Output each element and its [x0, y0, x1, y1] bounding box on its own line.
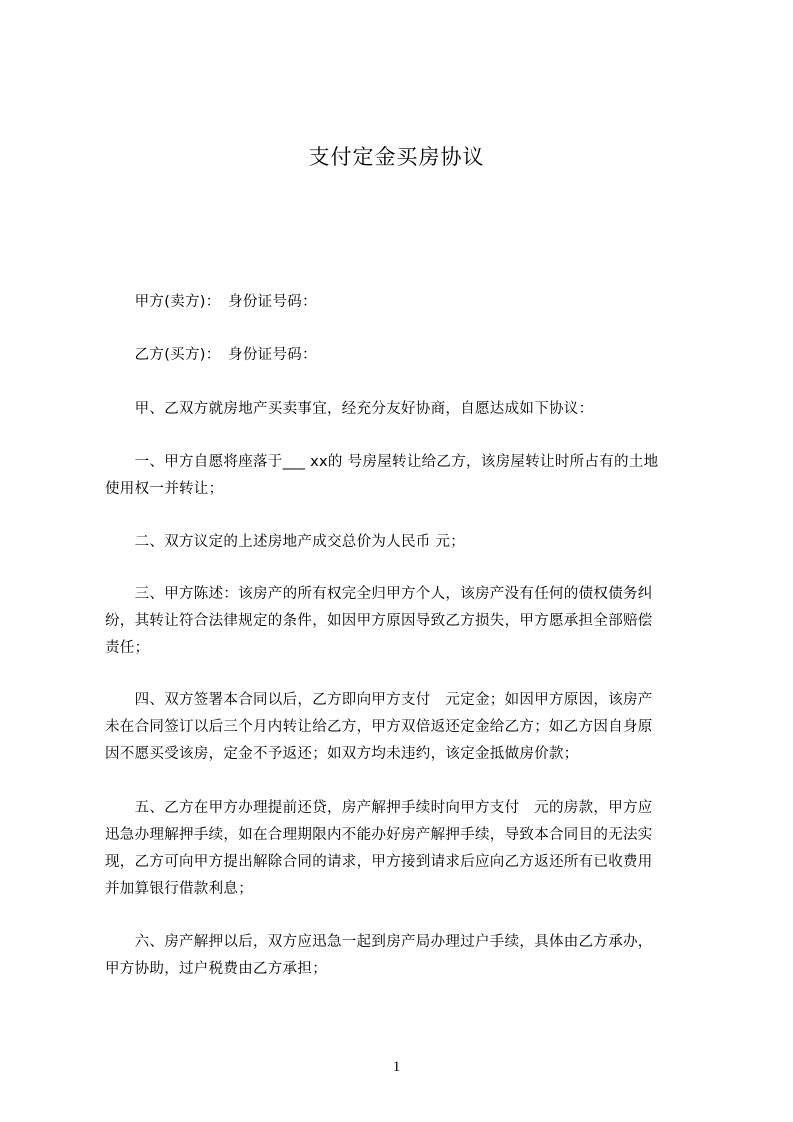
clause-5-line-3: 现，乙方可向甲方提出解除合同的请求，甲方接到请求后应向乙方返还所有已收费用 — [105, 854, 653, 870]
clause-2-line-1: 二、双方议定的上述房地产成交总价为人民币 元； — [105, 534, 466, 550]
clause-5-line-1: 五、乙方在甲方办理提前还贷，房产解押手续时向甲方支付 元的房款，甲方应 — [105, 800, 653, 816]
clause-3-line-1: 三、甲方陈述：该房产的所有权完全归甲方个人，该房产没有任何的债权债务纠 — [105, 586, 653, 602]
clause-5-line-4: 并加算银行借款利息； — [105, 881, 253, 897]
clause-3-line-2: 纷，其转让符合法律规定的条件，如因甲方原因导致乙方损失，甲方愿承担全部赔偿 — [105, 613, 653, 629]
document-title: 支付定金买房协议 — [308, 145, 485, 169]
clause-3-line-3: 责任； — [105, 640, 150, 656]
party-a-line: 甲方(卖方)： 身份证号码： — [105, 294, 317, 310]
preamble-line: 甲、乙双方就房地产买卖事宜，经充分友好协商，自愿达成如下协议： — [105, 401, 594, 417]
clause-6-line-2: 甲方协助，过户税费由乙方承担； — [105, 961, 327, 977]
page-number: 1 — [392, 1059, 401, 1075]
clause-6-line-1: 六、房产解押以后，双方应迅急一起到房产局办理过户手续，具体由乙方承办， — [105, 934, 653, 950]
clause-4-line-1: 四、双方签署本合同以后，乙方即向甲方支付 元定金；如因甲方原因，该房产 — [105, 692, 653, 708]
clause-4-line-3: 因不愿买受该房，定金不予返还；如双方均未违约，该定金抵做房价款； — [105, 746, 579, 762]
clause-5-line-2: 迅急办理解押手续，如在合理期限内不能办好房产解押手续，导致本合同目的无法实 — [105, 827, 653, 843]
clause-4-line-2: 未在合同签订以后三个月内转让给乙方，甲方双倍返还定金给乙方；如乙方因自身原 — [105, 719, 653, 735]
clause-1-line-2: 使用权一并转让； — [105, 481, 224, 497]
party-b-line: 乙方(买方)： 身份证号码： — [105, 347, 317, 363]
clause-1-line-1: 一、甲方自愿将座落于___ xx的 号房屋转让给乙方，该房屋转让时所占有的土地 — [105, 454, 659, 470]
